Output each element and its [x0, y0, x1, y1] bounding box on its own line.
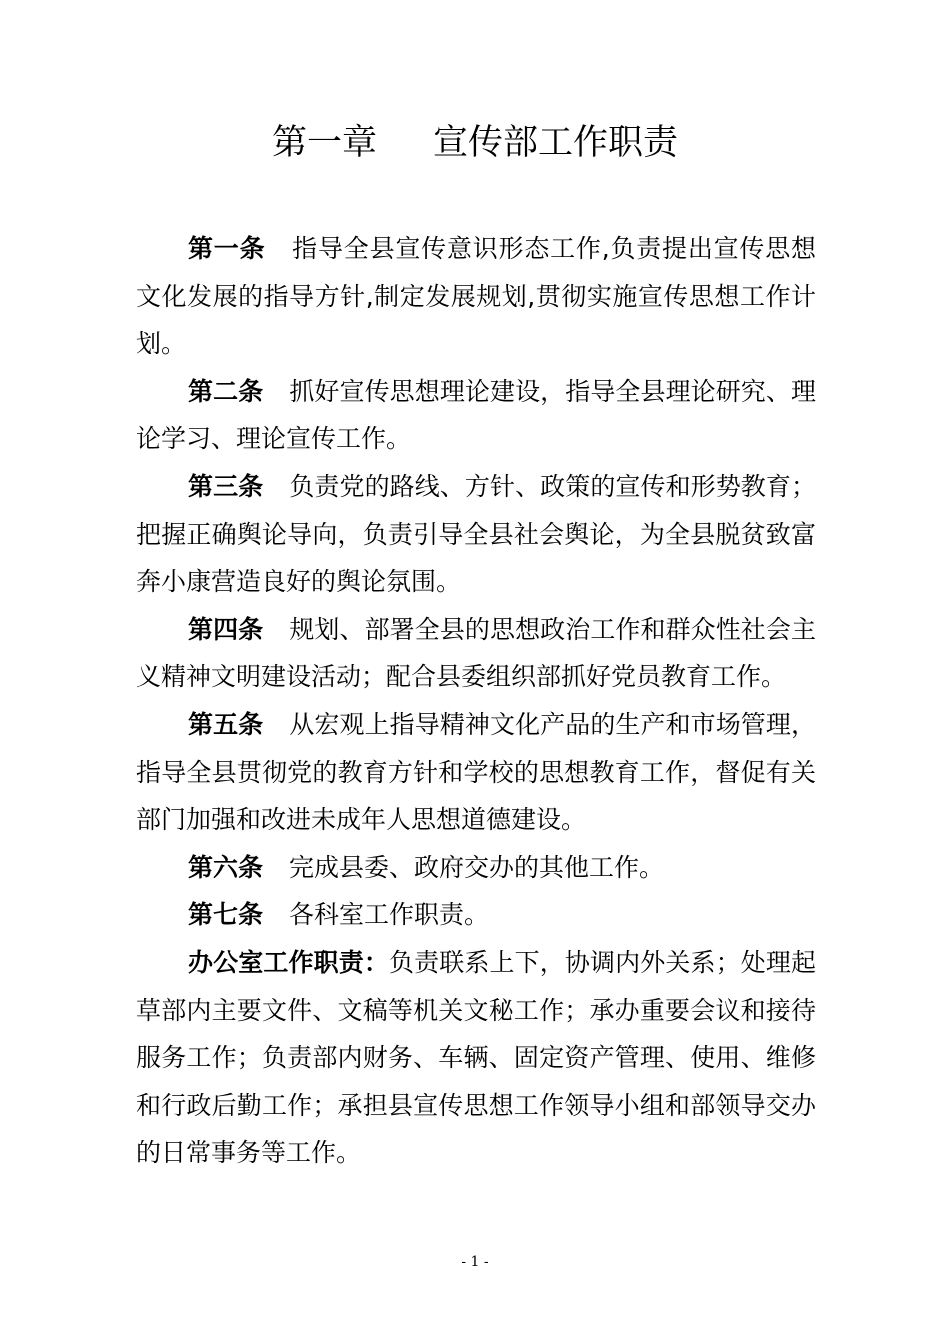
- page-number: - 1 -: [461, 1254, 489, 1270]
- article-7: [136, 891, 816, 939]
- article-4: [136, 606, 816, 701]
- article-label: 第六条: [188, 852, 264, 882]
- article-text: 各科室工作职责。: [289, 900, 490, 930]
- article-text: 从宏观上指导精神文化产品的生产和市场管理，指导全县贯彻党的教育方针和学校的思想教育工作，督促有关部门加强和改进未成年人思想道德建设。: [136, 709, 816, 835]
- article-5: [136, 701, 816, 844]
- article-text: 完成县委、政府交办的其他工作。: [289, 852, 665, 882]
- office-duties: [136, 939, 816, 1177]
- office-duties-label: 办公室工作职责：: [188, 947, 389, 977]
- article-text: 指导全县宣传意识形态工作,负责提出宣传思想文化发展的指导方针,制定发展规划,贯彻实施宣传思想工作计划。: [136, 234, 816, 359]
- chapter-title: [0, 118, 950, 168]
- office-duties-text: 负责联系上下，协调内外关系；处理起草部内主要文件、文稿等机关文秘工作；承办重要会议和接待服务工作；负责部内财务、车辆、固定资产管理、使用、维修和行政后勤工作；承担县宣传思想工作领导小组和部领导交办的日常事务等工作。: [136, 947, 816, 1168]
- article-label: 第二条: [188, 376, 264, 406]
- article-label: 第七条: [188, 900, 264, 930]
- article-1: [136, 225, 816, 368]
- article-text: 规划、部署全县的思想政治工作和群众性社会主义精神文明建设活动；配合县委组织部抓好党员教育工作。: [136, 614, 816, 692]
- article-6: [136, 844, 816, 892]
- article-text: 抓好宣传思想理论建设，指导全县理论研究、理论学习、理论宣传工作。: [136, 376, 816, 454]
- article-3: [136, 463, 816, 606]
- article-label: 第四条: [188, 614, 264, 644]
- document-body: [136, 225, 816, 1177]
- chapter-number: 第一章: [271, 123, 377, 163]
- article-label: 第一条: [188, 234, 266, 263]
- article-2: [136, 368, 816, 463]
- article-label: 第五条: [188, 709, 264, 739]
- article-text: 负责党的路线、方针、政策的宣传和形势教育；把握正确舆论导向，负责引导全县社会舆论，为全县脱贫致富奔小康营造良好的舆论氛围。: [136, 471, 816, 597]
- chapter-name: 宣传部工作职责: [433, 123, 679, 163]
- article-label: 第三条: [188, 471, 264, 501]
